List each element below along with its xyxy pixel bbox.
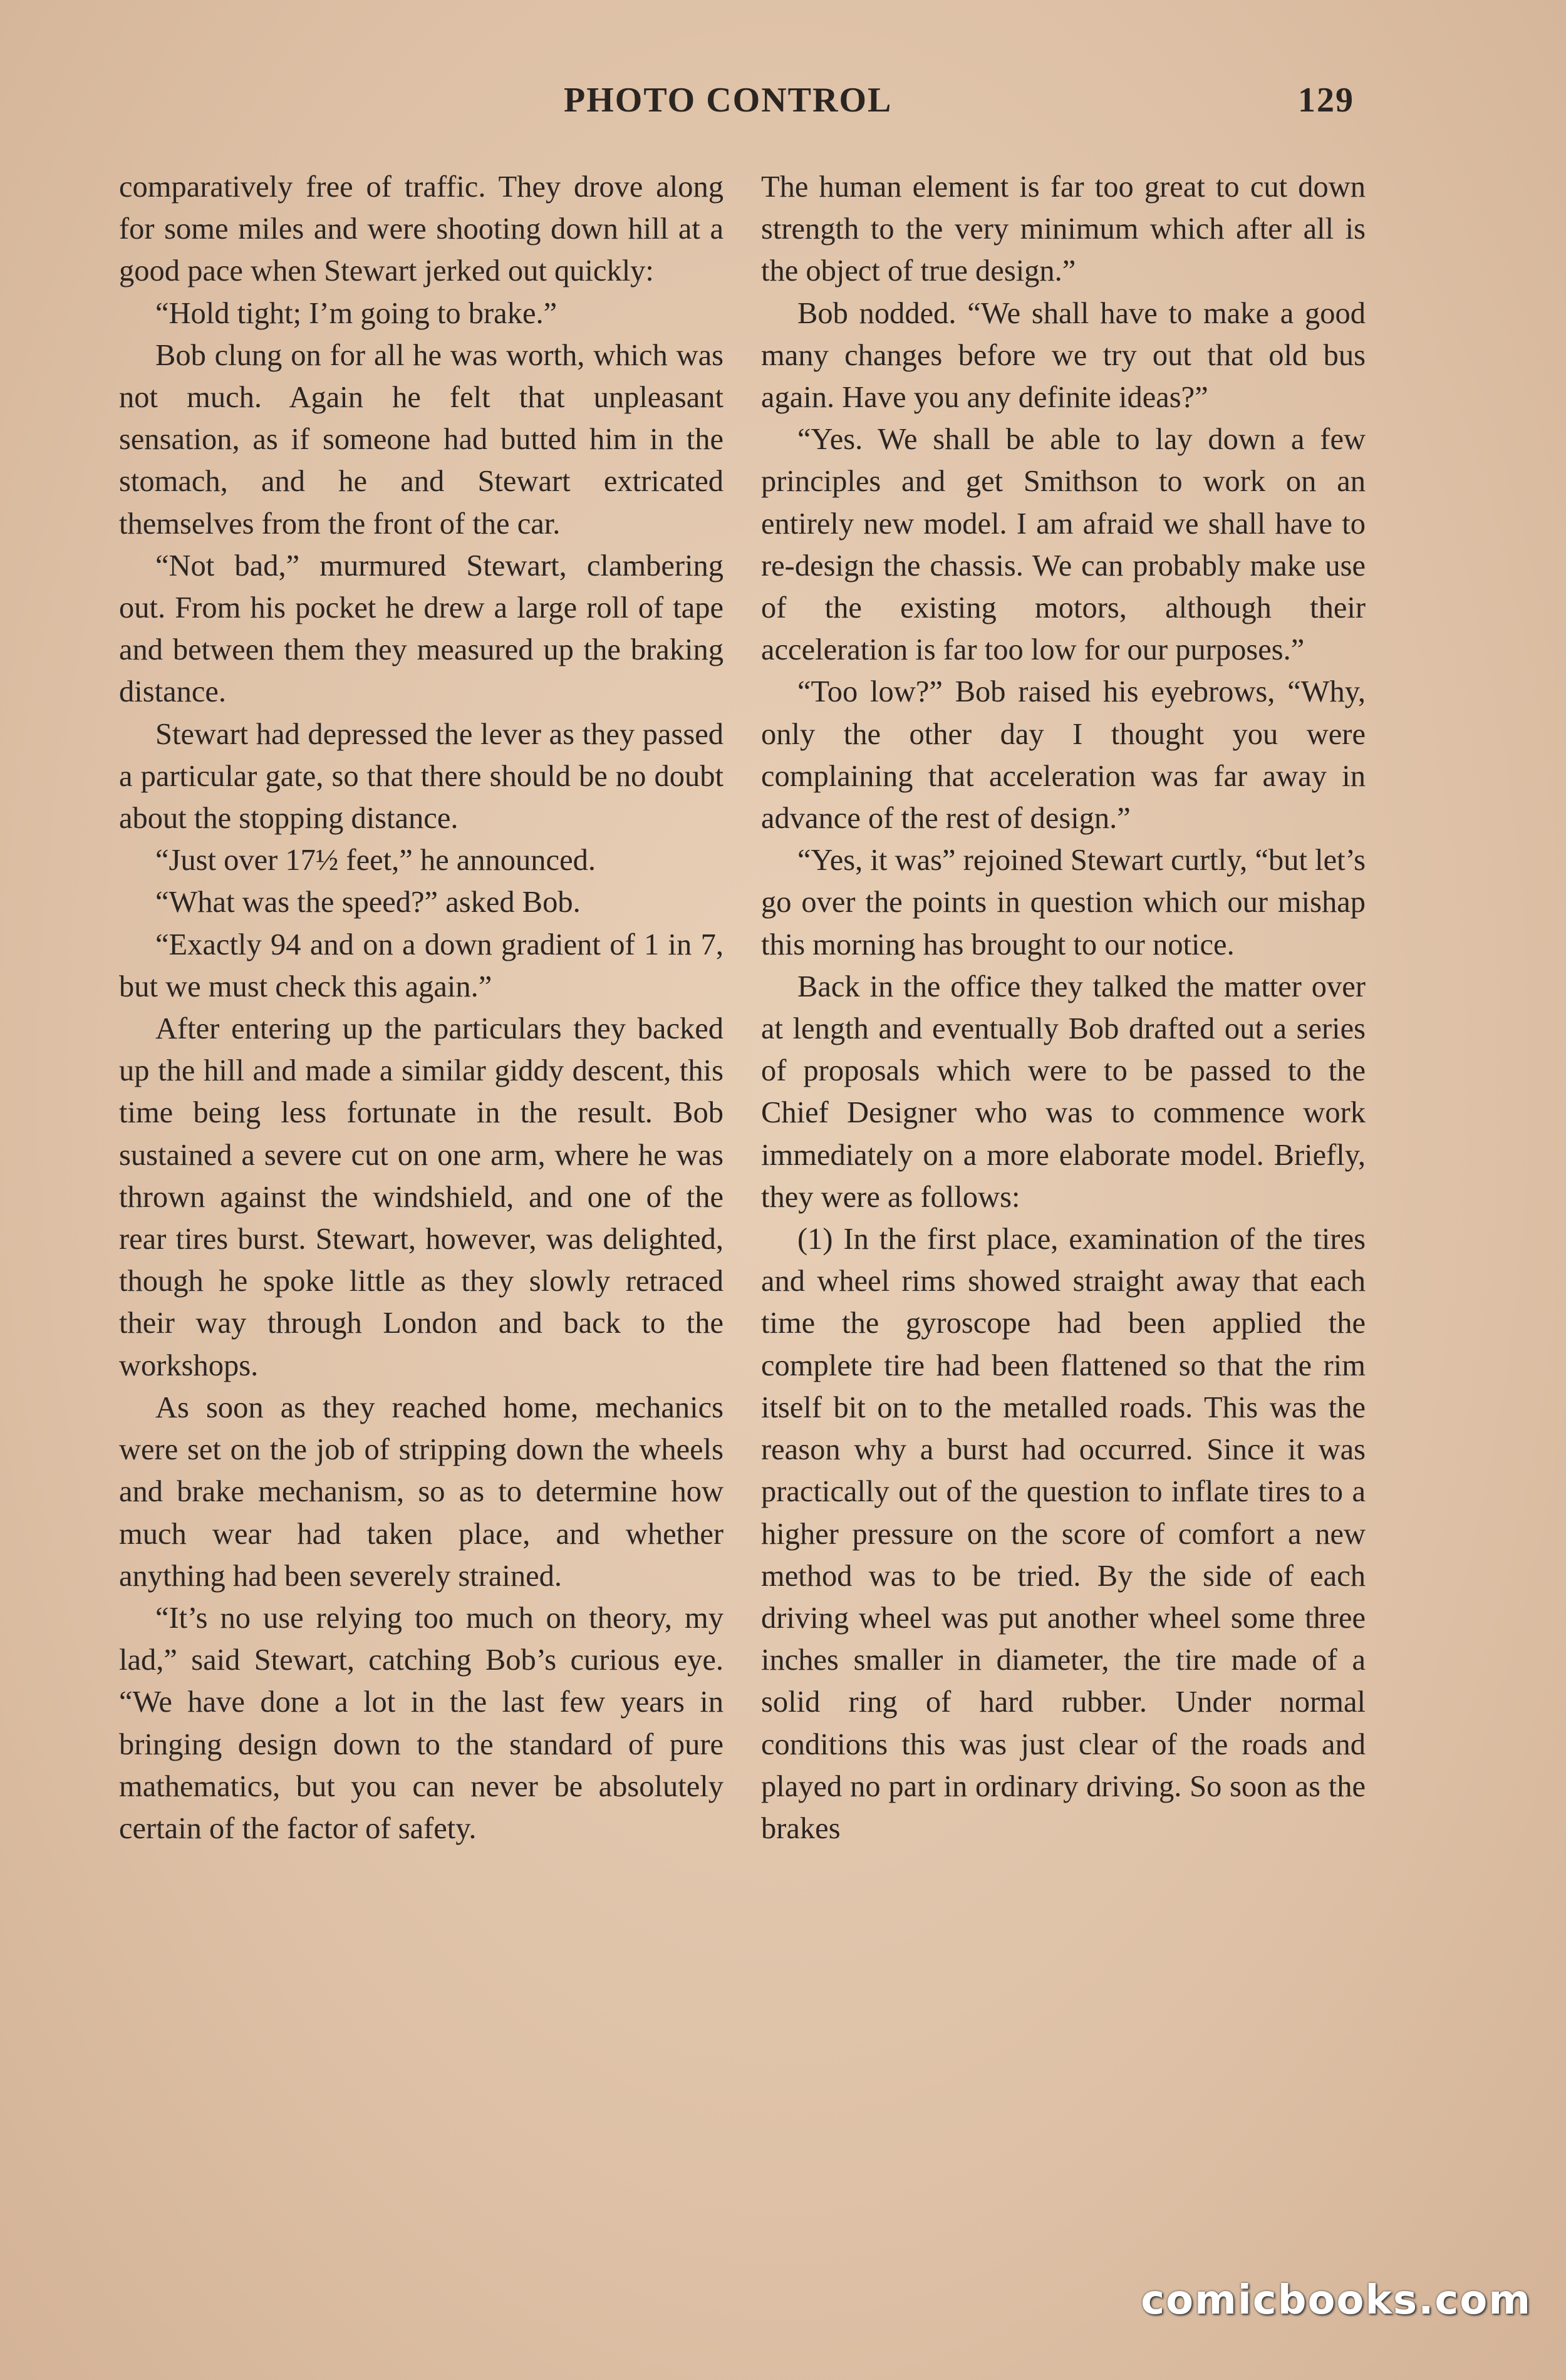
paragraph: The human element is far too great to cut down strength to the very minimum which after all is the object of true design.” <box>761 170 1366 288</box>
paragraph: “Too low?” Bob raised his eyebrows, “Why, only the other day I thought you were complaining that acceleration was far away in advance of the rest of design.” <box>761 675 1366 836</box>
paragraph: “Just over 17½ feet,” he announced. <box>155 844 596 877</box>
paragraph: Back in the office they talked the matter over at length and eventually Bob drafted out a series of proposals which were to be passed to the Chief Designer who was to commence work immediately on a more elaborate model. Briefly, they were as follows: <box>761 970 1366 1214</box>
paragraph: comparatively free of traffic. They drove along for some miles and were shooting down hill at a good pace when Stewart jerked out quickly: <box>119 170 723 288</box>
paragraph: (1) In the first place, examination of the tires and wheel rims showed straight away that each time the gyroscope had been applied the complete tire had been flattened so that the rim itself bit on to the metalled roads. This was the reason why a burst had occurred. Since it was practically out of the question to inflate tires to a higher pressure on the score of comfort a new method was to be tried. By the side of each driving wheel was put another wheel some three inches smaller in diameter, the tire made of a solid ring of hard rubber. Under normal conditions this was just clear of the roads and played no part in ordinary driving. So soon as the brakes <box>761 1223 1366 1845</box>
paragraph: “It’s no use relying too much on theory, my lad,” said Stewart, catching Bob’s curious eye. “We have done a lot in the last few years in bringing design down to the standard of pure mathematics, but you can never be absolutely certain of the factor of safety. <box>119 1601 723 1845</box>
right-column <box>761 166 1366 1850</box>
left-column <box>119 166 723 1850</box>
paragraph: “Hold tight; I’m going to brake.” <box>155 296 557 330</box>
paragraph: “Yes, it was” rejoined Stewart curtly, “but let’s go over the points in question which our mishap this morning has brought to our notice. <box>761 844 1366 961</box>
paragraph: “Exactly 94 and on a down gradient of 1 in 7, but we must check this again.” <box>119 928 723 1003</box>
paragraph: “Yes. We shall be able to lay down a few principles and get Smithson to work on an entirely new model. I am afraid we shall have to re-design the chassis. We can probably make use of the existing motors, although their acceleration is far too low for our purposes.” <box>761 423 1366 667</box>
paragraph: “What was the speed?” asked Bob. <box>155 886 581 919</box>
paragraph: Bob nodded. “We shall have to make a good many changes before we try out that old bus again. Have you any definite ideas?” <box>761 296 1366 415</box>
paragraph: As soon as they reached home, mechanics were set on the job of stripping down the wheels and brake mechanism, so as to determine how much wear had taken place, and whether anything had been severely strained. <box>119 1390 723 1593</box>
paragraph: Bob clung on for all he was worth, which was not much. Again he felt that unpleasant sensation, as if someone had butted him in the stomach, and he and Stewart extricated themselves from the front of the car. <box>119 338 723 541</box>
paragraph: Stewart had depressed the lever as they passed a particular gate, so that there should be no doubt about the stopping distance. <box>119 717 723 836</box>
running-header <box>0 80 1566 130</box>
page-number: 129 <box>1298 81 1354 120</box>
running-title: PHOTO CONTROL <box>564 81 893 120</box>
site-watermark: comicbooks.com <box>1141 2277 1532 2324</box>
paragraph: “Not bad,” murmured Stewart, clambering out. From his pocket he drew a large roll of tape and between them they measured up the braking distance. <box>119 549 723 709</box>
paragraph: After entering up the particulars they backed up the hill and made a similar giddy descent, this time being less fortunate in the result. Bob sustained a severe cut on one arm, where he was thrown against the windshield, and one of the rear tires burst. Stewart, however, was delighted, though he spoke little as they slowly retraced their way through London and back to the workshops. <box>119 1012 723 1382</box>
